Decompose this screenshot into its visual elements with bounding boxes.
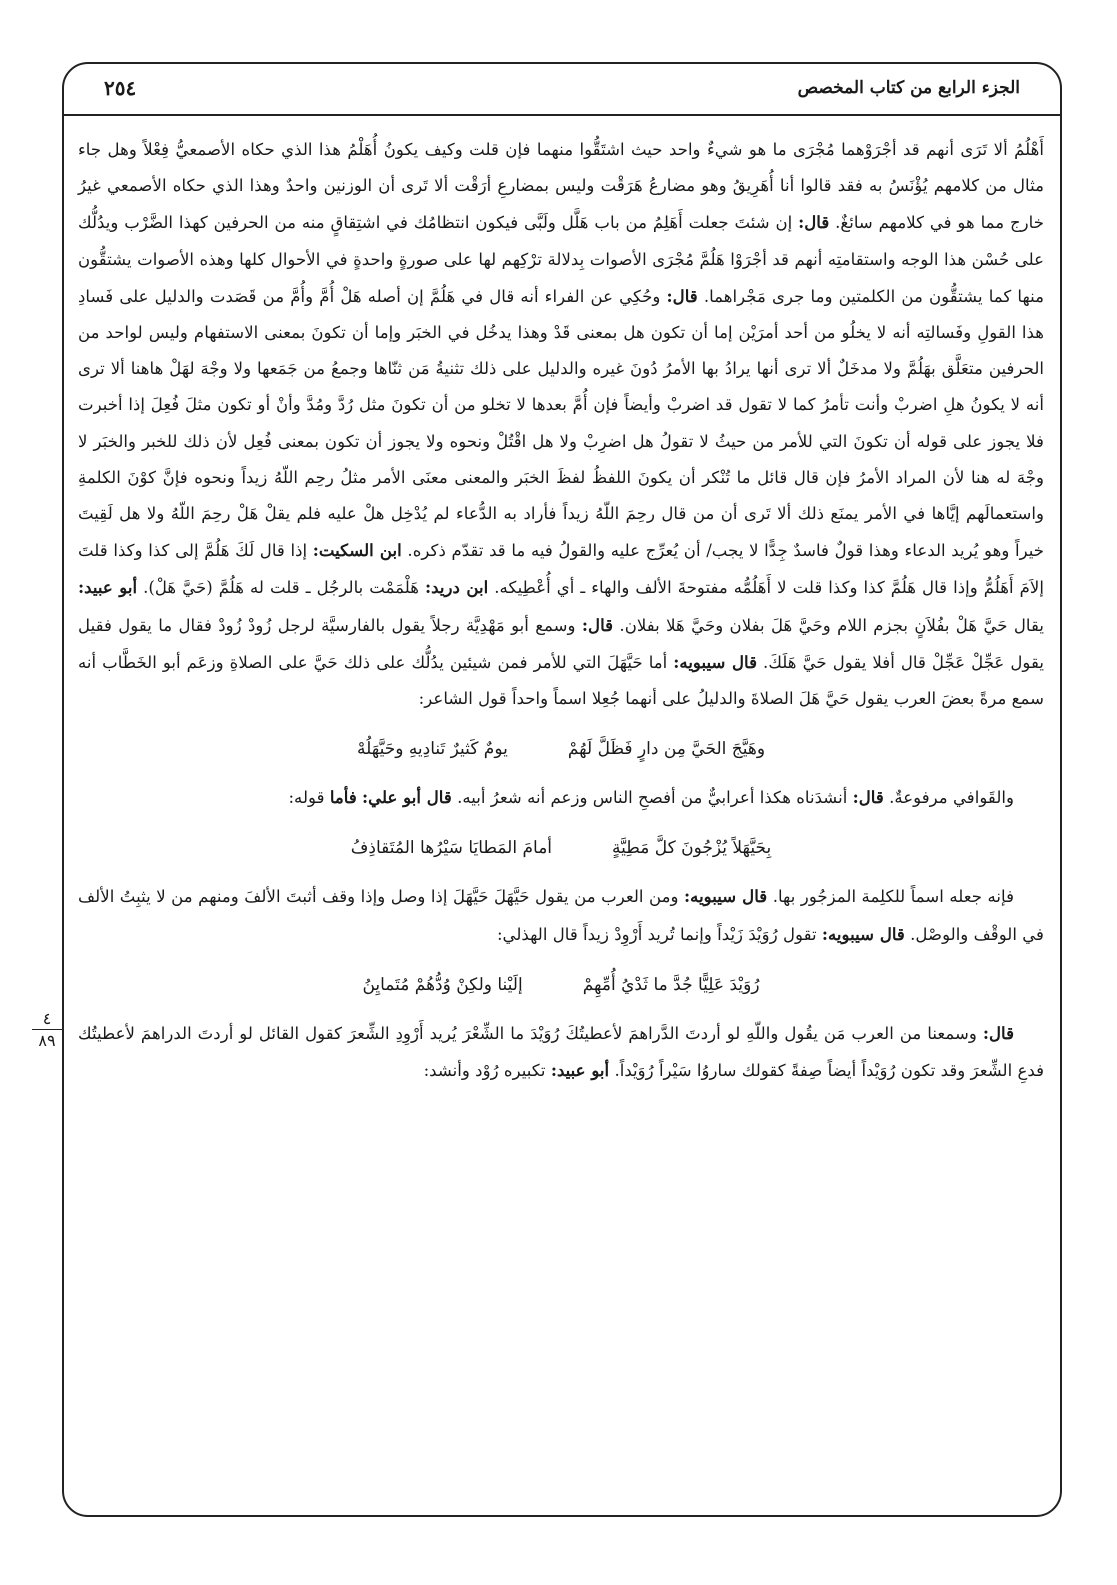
verse-1-hemistich-2: يومٌ كَثيرٌ تَنادِيهِ وحَيَّهَلُهْ [356,739,508,760]
verse-2 [78,830,1044,866]
speaker-label: ابن السكيت: [312,540,402,561]
paragraph-1: أَهْلُمُ ألا تَرَى أنهم قد أجْرَوْهما مُجْرَى ما هو شيءٌ واحد حيث اشتَقُّوا منهما فإن قلت وكيف يكونُ أُهَلْمُ هذا الذي حكاه الأصمعيُّ فِعْلاً وهل جاء مثال من كلامهم يُؤْنَسُ به فقد قالوا أنا أُهَرِيقُ وهو مضارعُ هَرَقْت وليس بمضارعِ أرَقْت ألا تَرى أن الوزنين واحدٌ وهذا الذي حكاه الأصمعي غيرُ خارج مما هو في كلامهم سائغٌ. قال: إن شئتَ جعلت أَهَلِمُ من باب هَلَّل ولَبَّى فيكون انتظامُك في اشتِقاقٍ منه من الحرفين كهذا الضَّرْب ويدُلُّك على حُسْن هذا الوجه واستقامتِه أنهم قد أجْرَوْا هَلُمَّ مُجْرَى الأصوات بِدلالة ترْكِهم لها على صورةٍ واحدةٍ في الأحوال كلها وهذه الأصوات يشتقُّون منها كما يشتقُّون من الكلمتين وما جرى مَجْراهما. قال: وحُكِي عن الفراء أنه قال في هَلُمَّ إن أصله هَلْ أُمَّ وأُمَّ من قَصَدت والدليل على فَسادِ هذا القولِ وفَسالتِه أنه لا يخلُو من أحد أمرَيْن إما أن تكون هل بمعنى قَدْ وهذا يدخُل في الخبَر وإما أن تكونَ بمعنى الاستفهام وليس لواحد من الحرفين متعَلَّق بهَلُمَّ ولا مدخَلٌ ألا ترى أنها يرادُ بها الأمرُ دُونَ غيره والدليل على ذلك تثنيةُ مَن ثنّاها وجمعُ من جَمَعها ولا وجْهَ لهَلْ هاهنا ألا ترى أنه لا يكونُ هلِ اضربْ وأنت تأمرُ كما لا تقول قد اضربْ وأيضاً فإن أُمَّ بعدها لا تخلو من أن تكونَ مثل رُدَّ ومُدَّ وأنْ أو تكون مثلَ فُعِلَ إذا أخبرت فلا يجوز على قوله أن تكونَ التي للأمر من حيثُ لا تقولُ هل اضرِبْ ولا هل اقْتُلْ ونحوه ولا يجوز أن تكون بمعنى فُعِل لأن ذلك للخبر والخبَر لا وجْهَ له هنا لأن المراد الأمرُ فإن قال قائل ما تُنْكر أن يكونَ اللفظُ لفظَ الخبَر والمعنى معنَى الأمر مثلُ رحِم اللّهُ زيداً ونحوه فإنَّ كوْنَ الكلمةِ واستعمالَهم إيَّاها في الأمر يمنَع ذلك ألا تَرى أن من قال رحِمَ اللّهُ زيداً فأراد به الدُّعاء لم يُدْخِل هلْ عليه فلم يقلْ هَلْ رحِمَ اللّهُ ولا هل لَقِيتَ خيراً وهو يُريد الدعاء وهذا قولٌ فاسدٌ جِدًّا لا يجب/ أن يُعرِّج عليه والقولُ فيه ما قد تقدّم ذكره. ابن السكيت: إذا قال لَكَ هَلُمَّ إلى كذا وكذا قلتَ إلاَمَ أَهَلُمُّ وإذا قال هَلُمَّ كذا وكذا قلت لا أَهَلُمُّه مفتوحةَ الألف والهاء ـ أي أُعْطِيكه. ابن دريد: هَلْمَمْت بالرجُل ـ قلت له هَلُمَّ (حَيَّ هَلْ). أبو عبيد: يقال حَيَّ هَلْ بفُلاَنٍ بجزم اللام وحَيَّ هَلَ بفلان وحَيَّ هَلا بفلان. قال: وسمع أبو مَهْدِيَّة رجلاً يقول بالفارسيَّة لرجل زُودْ زُودْ فقال ما يقول فقيل يقول عَجِّلْ عَجِّلْ قال أفلا يقول حَيَّ هَلَكَ. قال سيبويه: أما حَيَّهَلَ التي للأمر فمن شيئين يدُلُّك على ذلك حَيَّ على الصلاةِ وزعَم أبو الخَطَّاب أنه سمع مرةً بعضَ العرب يقول حَيَّ هَلَ الصلاةَ والدليلُ على أنهما جُعِلا اسماً واحداً قول الشاعر: [78,140,1045,709]
margin-note-bottom: ٨٩ [38,1031,56,1050]
verse-3-hemistich-2: إلَيْنا ولكِنْ وُدُّهُمْ مُتَمايِنُ [362,974,523,995]
verse-1 [78,731,1044,767]
verse-3 [78,967,1044,1003]
speaker-label: قال: [798,212,830,233]
speaker-label: قال: [666,285,698,306]
speaker-label: ابن دريد: [425,577,489,598]
paragraph-2: والقَوافي مرفوعةٌ. قال: أنشدَناه هكذا أعرابيٌّ من أفصحِ الناس وزعم أنه شعرُ أبيه. قال أبو علي: فأما قوله: [288,787,1014,808]
running-title: الجزء الرابع من كتاب المخصص [797,78,1020,98]
verse-1-hemistich-1: وهَيَّجَ الحَيَّ مِن دارٍ فَظَلَّ لَهُمْ [567,739,766,760]
speaker-label: قال سيبويه: [684,886,768,907]
speaker-label: قال سيبويه: [673,651,758,672]
speaker-label: أبو عبيد: [78,577,138,598]
speaker-label: قال: [982,1022,1014,1043]
margin-note-top: ٤ [32,1010,62,1030]
speaker-label: أبو عبيد: [550,1060,610,1081]
verse-2-hemistich-1: بِحَيَّهَلاً يُزْجُونَ كلَّ مَطِيَّةٍ [612,838,772,859]
header-rule [62,114,1062,116]
paragraph-3: فإنه جعله اسماً للكلِمة المزجُور بها. قال سيبويه: ومن العرب من يقول حَيَّهَلَ حَيَّهَلَ إذا وصل وإذا وقف أثبتَ الألفَ ومنهم من لا يثبِتُ الألف في الوقْف والوصْل. قال سيبويه: تقول رُوَيْدَ زَيْداً وإنما تُريد أَرْوِدْ زيداً قال الهذلي: [78,886,1044,944]
speaker-label: قال: [581,614,614,635]
speaker-label: قال: [852,787,884,808]
verse-3-hemistich-1: رُوَيْدَ عَلِيًّا جُدَّ ما ثَدْيُ أُمِّهِمْ [582,974,760,995]
main-text [78,132,1044,1089]
speaker-label: قال أبو علي: [362,787,452,808]
page-header [62,62,1062,114]
verse-2-hemistich-2: أمامَ المَطايَا سَيْرُها المُتَقاذِفُ [350,838,553,859]
page-number: ٢٥٤ [104,76,137,100]
margin-folio-note [32,1010,62,1050]
speaker-label: قال سيبويه: [821,923,905,944]
paragraph-4: قال: وسمعنا من العرب مَن يقُول واللّهِ لو أردتَ الدَّراهمَ لأعطيتُكَ رُوَيْدَ ما الشِّعْرَ يُريد أَرْوِدِ الشِّعرَ كقول القائل لو أردتَ الدراهمَ لأعطيتُك فدعِ الشِّعرَ وقد تكون رُوَيْداً أيضاً صِفةً كقولك ساروُا سَيْراً رُوَيْداً. أبو عبيد: تكبيره رُوْد وأنشد: [78,1022,1044,1081]
